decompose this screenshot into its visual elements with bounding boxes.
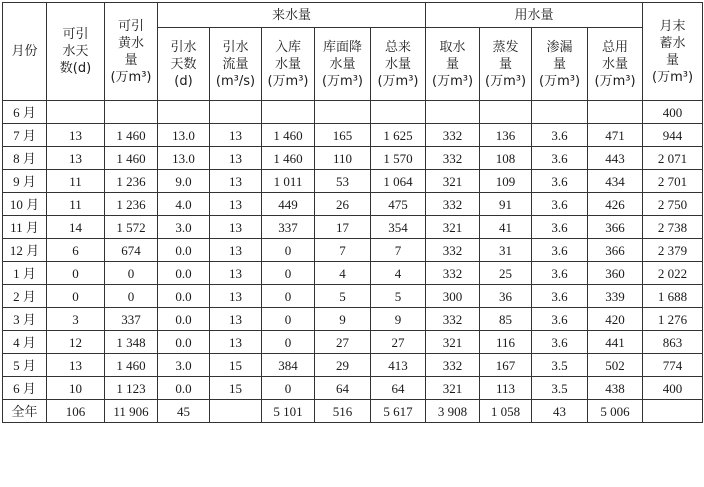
cell-reservoir-inflow: 449 [262, 193, 315, 216]
cell-total-use: 502 [588, 354, 643, 377]
header-surface-precipitation: 库面降 水量 (万m³) [315, 28, 371, 101]
cell-seepage: 3.6 [532, 308, 588, 331]
cell-available-days: 11 [47, 193, 105, 216]
cell-evaporation: 41 [480, 216, 532, 239]
cell-reservoir-inflow: 1 460 [262, 147, 315, 170]
cell-surface-precipitation [315, 101, 371, 124]
cell-surface-precipitation: 7 [315, 239, 371, 262]
cell-total-use: 471 [588, 124, 643, 147]
cell-evaporation: 109 [480, 170, 532, 193]
cell-available-yellow-water: 1 236 [105, 193, 158, 216]
cell-diversion-flow: 15 [210, 354, 262, 377]
cell-seepage: 3.6 [532, 147, 588, 170]
cell-surface-precipitation: 110 [315, 147, 371, 170]
cell-reservoir-inflow: 0 [262, 308, 315, 331]
cell-diversion-days: 13.0 [158, 147, 210, 170]
header-month-end-storage: 月末 蓄水 量 (万m³) [643, 3, 703, 101]
cell-month: 8 月 [3, 147, 47, 170]
cell-available-yellow-water [105, 101, 158, 124]
table-row [3, 216, 703, 239]
cell-seepage: 3.5 [532, 377, 588, 400]
cell-available-days: 106 [47, 400, 105, 423]
cell-withdrawal: 332 [426, 239, 480, 262]
header-water-use-group: 用水量 [426, 3, 643, 28]
cell-surface-precipitation: 26 [315, 193, 371, 216]
cell-total-inflow: 4 [371, 262, 426, 285]
cell-withdrawal: 332 [426, 354, 480, 377]
cell-month-end-storage: 2 022 [643, 262, 703, 285]
cell-total-use: 360 [588, 262, 643, 285]
cell-available-yellow-water: 1 460 [105, 147, 158, 170]
cell-diversion-flow: 13 [210, 193, 262, 216]
cell-reservoir-inflow: 0 [262, 377, 315, 400]
cell-reservoir-inflow: 1 460 [262, 124, 315, 147]
cell-diversion-days: 3.0 [158, 216, 210, 239]
cell-surface-precipitation: 4 [315, 262, 371, 285]
cell-month: 3 月 [3, 308, 47, 331]
header-diversion-flow: 引水 流量 (m³/s) [210, 28, 262, 101]
cell-available-days: 13 [47, 354, 105, 377]
cell-month: 2 月 [3, 285, 47, 308]
cell-month-end-storage: 1 276 [643, 308, 703, 331]
cell-evaporation: 116 [480, 331, 532, 354]
cell-diversion-days: 0.0 [158, 377, 210, 400]
cell-seepage: 3.6 [532, 285, 588, 308]
cell-withdrawal: 321 [426, 216, 480, 239]
cell-month-end-storage: 2 701 [643, 170, 703, 193]
cell-diversion-days: 0.0 [158, 285, 210, 308]
cell-total-inflow: 413 [371, 354, 426, 377]
cell-surface-precipitation: 27 [315, 331, 371, 354]
table-row [3, 354, 703, 377]
cell-available-yellow-water: 0 [105, 262, 158, 285]
cell-total-use: 426 [588, 193, 643, 216]
cell-month: 10 月 [3, 193, 47, 216]
water-balance-table [2, 2, 703, 423]
cell-month-end-storage: 2 750 [643, 193, 703, 216]
cell-diversion-flow [210, 400, 262, 423]
table-row [3, 377, 703, 400]
table-row [3, 170, 703, 193]
cell-evaporation: 113 [480, 377, 532, 400]
cell-total-inflow: 354 [371, 216, 426, 239]
cell-withdrawal: 332 [426, 262, 480, 285]
cell-reservoir-inflow: 337 [262, 216, 315, 239]
cell-withdrawal: 321 [426, 331, 480, 354]
cell-seepage: 3.6 [532, 239, 588, 262]
table-row [3, 331, 703, 354]
cell-diversion-days: 13.0 [158, 124, 210, 147]
cell-withdrawal: 332 [426, 147, 480, 170]
cell-available-yellow-water: 337 [105, 308, 158, 331]
cell-diversion-flow: 13 [210, 308, 262, 331]
cell-withdrawal: 332 [426, 193, 480, 216]
cell-available-days: 0 [47, 285, 105, 308]
cell-reservoir-inflow: 384 [262, 354, 315, 377]
cell-total-inflow: 1 625 [371, 124, 426, 147]
table-row [3, 147, 703, 170]
cell-total-use: 443 [588, 147, 643, 170]
cell-available-days [47, 101, 105, 124]
cell-diversion-days: 0.0 [158, 331, 210, 354]
cell-month: 6 月 [3, 377, 47, 400]
table-row [3, 308, 703, 331]
cell-evaporation: 167 [480, 354, 532, 377]
cell-month-end-storage: 2 071 [643, 147, 703, 170]
cell-month: 11 月 [3, 216, 47, 239]
header-month: 月份 [3, 3, 47, 101]
cell-available-yellow-water: 1 572 [105, 216, 158, 239]
cell-reservoir-inflow [262, 101, 315, 124]
cell-diversion-days: 0.0 [158, 308, 210, 331]
cell-surface-precipitation: 9 [315, 308, 371, 331]
cell-seepage: 3.6 [532, 193, 588, 216]
table-row [3, 124, 703, 147]
cell-total-inflow: 1 570 [371, 147, 426, 170]
table-row [3, 239, 703, 262]
cell-withdrawal: 3 908 [426, 400, 480, 423]
cell-surface-precipitation: 53 [315, 170, 371, 193]
header-evaporation: 蒸发 量 (万m³) [480, 28, 532, 101]
table-body [3, 101, 703, 423]
cell-diversion-flow: 13 [210, 216, 262, 239]
cell-available-yellow-water: 1 348 [105, 331, 158, 354]
cell-evaporation: 31 [480, 239, 532, 262]
cell-evaporation: 136 [480, 124, 532, 147]
cell-diversion-days: 4.0 [158, 193, 210, 216]
header-total-inflow: 总来 水量 (万m³) [371, 28, 426, 101]
cell-diversion-days [158, 101, 210, 124]
cell-seepage: 3.6 [532, 170, 588, 193]
cell-diversion-flow: 13 [210, 147, 262, 170]
cell-withdrawal: 321 [426, 170, 480, 193]
cell-reservoir-inflow: 5 101 [262, 400, 315, 423]
cell-seepage: 3.5 [532, 354, 588, 377]
cell-withdrawal: 332 [426, 308, 480, 331]
cell-total-inflow: 9 [371, 308, 426, 331]
cell-total-inflow: 5 [371, 285, 426, 308]
cell-available-yellow-water: 674 [105, 239, 158, 262]
cell-available-days: 0 [47, 262, 105, 285]
header-withdrawal: 取水 量 (万m³) [426, 28, 480, 101]
cell-month-end-storage: 863 [643, 331, 703, 354]
cell-withdrawal [426, 101, 480, 124]
cell-surface-precipitation: 5 [315, 285, 371, 308]
cell-diversion-days: 9.0 [158, 170, 210, 193]
cell-seepage: 3.6 [532, 262, 588, 285]
cell-diversion-days: 0.0 [158, 262, 210, 285]
cell-total-use: 339 [588, 285, 643, 308]
cell-month: 9 月 [3, 170, 47, 193]
cell-evaporation: 85 [480, 308, 532, 331]
header-available-days: 可引 水天 数(d) [47, 3, 105, 101]
cell-withdrawal: 300 [426, 285, 480, 308]
cell-surface-precipitation: 516 [315, 400, 371, 423]
cell-available-days: 14 [47, 216, 105, 239]
cell-available-yellow-water: 1 123 [105, 377, 158, 400]
cell-total-use: 5 006 [588, 400, 643, 423]
cell-surface-precipitation: 165 [315, 124, 371, 147]
cell-seepage: 3.6 [532, 124, 588, 147]
cell-total-inflow: 475 [371, 193, 426, 216]
cell-month-end-storage [643, 400, 703, 423]
cell-available-days: 6 [47, 239, 105, 262]
cell-month: 12 月 [3, 239, 47, 262]
cell-reservoir-inflow: 0 [262, 262, 315, 285]
cell-total-use: 366 [588, 239, 643, 262]
cell-available-days: 13 [47, 124, 105, 147]
table-row [3, 101, 703, 124]
cell-diversion-flow [210, 101, 262, 124]
cell-month: 7 月 [3, 124, 47, 147]
cell-month-end-storage: 2 738 [643, 216, 703, 239]
cell-diversion-flow: 13 [210, 170, 262, 193]
cell-total-use: 434 [588, 170, 643, 193]
cell-diversion-flow: 13 [210, 331, 262, 354]
cell-available-yellow-water: 0 [105, 285, 158, 308]
cell-evaporation: 25 [480, 262, 532, 285]
cell-reservoir-inflow: 0 [262, 239, 315, 262]
cell-month: 4 月 [3, 331, 47, 354]
cell-withdrawal: 332 [426, 124, 480, 147]
cell-surface-precipitation: 64 [315, 377, 371, 400]
cell-month-end-storage: 944 [643, 124, 703, 147]
header-total-use: 总用 水量 (万m³) [588, 28, 643, 101]
header-seepage: 渗漏 量 (万m³) [532, 28, 588, 101]
water-balance-table-wrapper [2, 2, 702, 423]
cell-month-end-storage: 774 [643, 354, 703, 377]
cell-total-inflow: 5 617 [371, 400, 426, 423]
cell-diversion-flow: 15 [210, 377, 262, 400]
cell-reservoir-inflow: 0 [262, 285, 315, 308]
cell-evaporation [480, 101, 532, 124]
header-diversion-days: 引水 天数 (d) [158, 28, 210, 101]
cell-diversion-flow: 13 [210, 239, 262, 262]
cell-seepage: 3.6 [532, 216, 588, 239]
cell-surface-precipitation: 29 [315, 354, 371, 377]
cell-month-end-storage: 400 [643, 101, 703, 124]
cell-seepage [532, 101, 588, 124]
cell-total-inflow: 1 064 [371, 170, 426, 193]
cell-month-end-storage: 2 379 [643, 239, 703, 262]
cell-available-yellow-water: 1 460 [105, 124, 158, 147]
cell-available-days: 10 [47, 377, 105, 400]
cell-available-yellow-water: 1 236 [105, 170, 158, 193]
cell-evaporation: 91 [480, 193, 532, 216]
header-reservoir-inflow: 入库 水量 (万m³) [262, 28, 315, 101]
cell-diversion-days: 3.0 [158, 354, 210, 377]
cell-evaporation: 1 058 [480, 400, 532, 423]
cell-reservoir-inflow: 0 [262, 331, 315, 354]
cell-total-use: 438 [588, 377, 643, 400]
cell-withdrawal: 321 [426, 377, 480, 400]
cell-month: 1 月 [3, 262, 47, 285]
cell-available-days: 11 [47, 170, 105, 193]
cell-month-end-storage: 400 [643, 377, 703, 400]
cell-total-inflow: 64 [371, 377, 426, 400]
cell-available-days: 13 [47, 147, 105, 170]
cell-total-inflow [371, 101, 426, 124]
cell-diversion-days: 45 [158, 400, 210, 423]
header-inflow-group: 来水量 [158, 3, 426, 28]
cell-seepage: 3.6 [532, 331, 588, 354]
cell-month: 6 月 [3, 101, 47, 124]
cell-total-use [588, 101, 643, 124]
cell-month: 5 月 [3, 354, 47, 377]
cell-diversion-days: 0.0 [158, 239, 210, 262]
header-available-yellow-water: 可引 黄水 量 (万m³) [105, 3, 158, 101]
table-row [3, 400, 703, 423]
table-row [3, 193, 703, 216]
cell-available-days: 12 [47, 331, 105, 354]
cell-total-use: 366 [588, 216, 643, 239]
cell-month: 全年 [3, 400, 47, 423]
table-row [3, 262, 703, 285]
cell-total-use: 420 [588, 308, 643, 331]
cell-available-days: 3 [47, 308, 105, 331]
cell-total-inflow: 27 [371, 331, 426, 354]
cell-reservoir-inflow: 1 011 [262, 170, 315, 193]
table-row [3, 285, 703, 308]
cell-available-yellow-water: 1 460 [105, 354, 158, 377]
cell-total-inflow: 7 [371, 239, 426, 262]
cell-seepage: 43 [532, 400, 588, 423]
cell-available-yellow-water: 11 906 [105, 400, 158, 423]
cell-surface-precipitation: 17 [315, 216, 371, 239]
cell-total-use: 441 [588, 331, 643, 354]
cell-month-end-storage: 1 688 [643, 285, 703, 308]
cell-evaporation: 108 [480, 147, 532, 170]
cell-diversion-flow: 13 [210, 285, 262, 308]
cell-diversion-flow: 13 [210, 124, 262, 147]
cell-evaporation: 36 [480, 285, 532, 308]
cell-diversion-flow: 13 [210, 262, 262, 285]
